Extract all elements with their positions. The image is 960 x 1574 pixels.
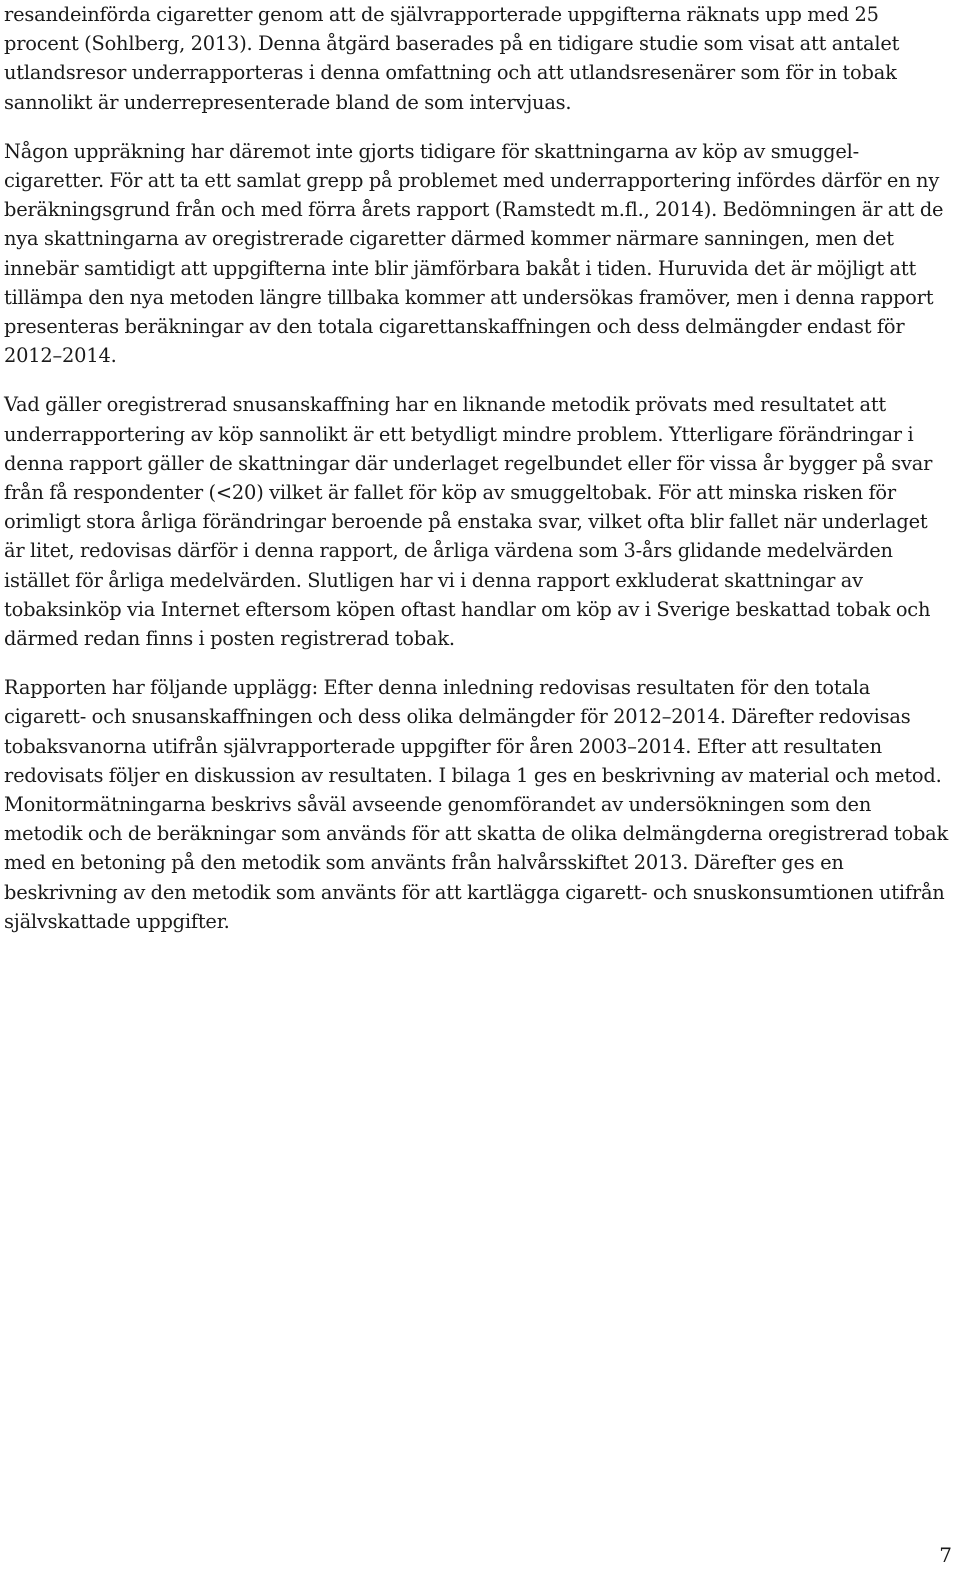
- page-number: 7: [939, 1543, 952, 1567]
- paragraph-4: Rapporten har följande upplägg: Efter denna inledning redovisas resultaten för den totala cigarett- och snusanskaffningen och dess olika delmängder för 2012–2014. Därefter redovisas tobaksvanorna utifrån självrapporterade uppgifter för åren 2003–2014. Efter att resultaten redovisats följer en diskussion av resultaten. I bilaga 1 ges en beskrivning av material och metod. Monitormätningarna beskrivs såväl avseende genomförandet av undersökningen som den metodik och de beräkningar som används för att skatta de olika delmängderna oregistrerad tobak med en betoning på den metodik som använts från halvårsskiftet 2013. Därefter ges en beskrivning av den metodik som använts för att kartlägga cigarett- och snuskonsumtionen utifrån självskattade uppgifter.: [4, 676, 949, 933]
- paragraph-3: Vad gäller oregistrerad snusanskaffning har en liknande metodik prövats med resultatet att underrapportering av köp sannolikt är ett betydligt mindre problem. Ytterligare förändringar i denna rapport gäller de skattningar där underlaget regelbundet eller för vissa år bygger på svar från få respondenter (<20) vilket är fallet för köp av smuggeltobak. För att minska risken för orimligt stora årliga förändringar beroende på enstaka svar, vilket ofta blir fallet när underlaget är litet, redovisas därför i denna rapport, de årliga värdena som 3-års glidande medelvärden istället för årliga medelvärden. Slutligen har vi i denna rapport exkluderat skattningar av tobaksinköp via Internet eftersom köpen oftast handlar om köp av i Sverige beskattad tobak och därmed redan finns i posten registrerad tobak.: [4, 393, 933, 651]
- paragraph-2: Någon uppräkning har däremot inte gjorts tidigare för skattningarna av köp av smuggel-cigaretter. För att ta ett samlat grepp på problemet med underrapportering infördes därför en ny beräkningsgrund från och med förra årets rapport (Ramstedt m.fl., 2014). Bedömningen är att de nya skattningarna av oregistrerade cigaretter därmed kommer närmare sanningen, men det innebär samtidigt att uppgifterna inte blir jämförbara bakåt i tiden. Huruvida det är möjligt att tillämpa den nya metoden längre tillbaka kommer att undersökas framöver, men i denna rapport presenteras beräkningar av den totala cigarettanskaffningen och dess delmängder endast för 2012–2014.: [4, 139, 944, 368]
- document-body: [4, 0, 952, 936]
- paragraph-1: resandeinförda cigaretter genom att de självrapporterade uppgifterna räknats upp med 25 procent (Sohlberg, 2013). Denna åtgärd baserades på en tidigare studie som visat att antalet utlandsresor underrapporteras i denna omfattning och att utlandsresenärer som för in tobak sannolikt är underrepresenterade bland de som intervjuas.: [4, 3, 900, 114]
